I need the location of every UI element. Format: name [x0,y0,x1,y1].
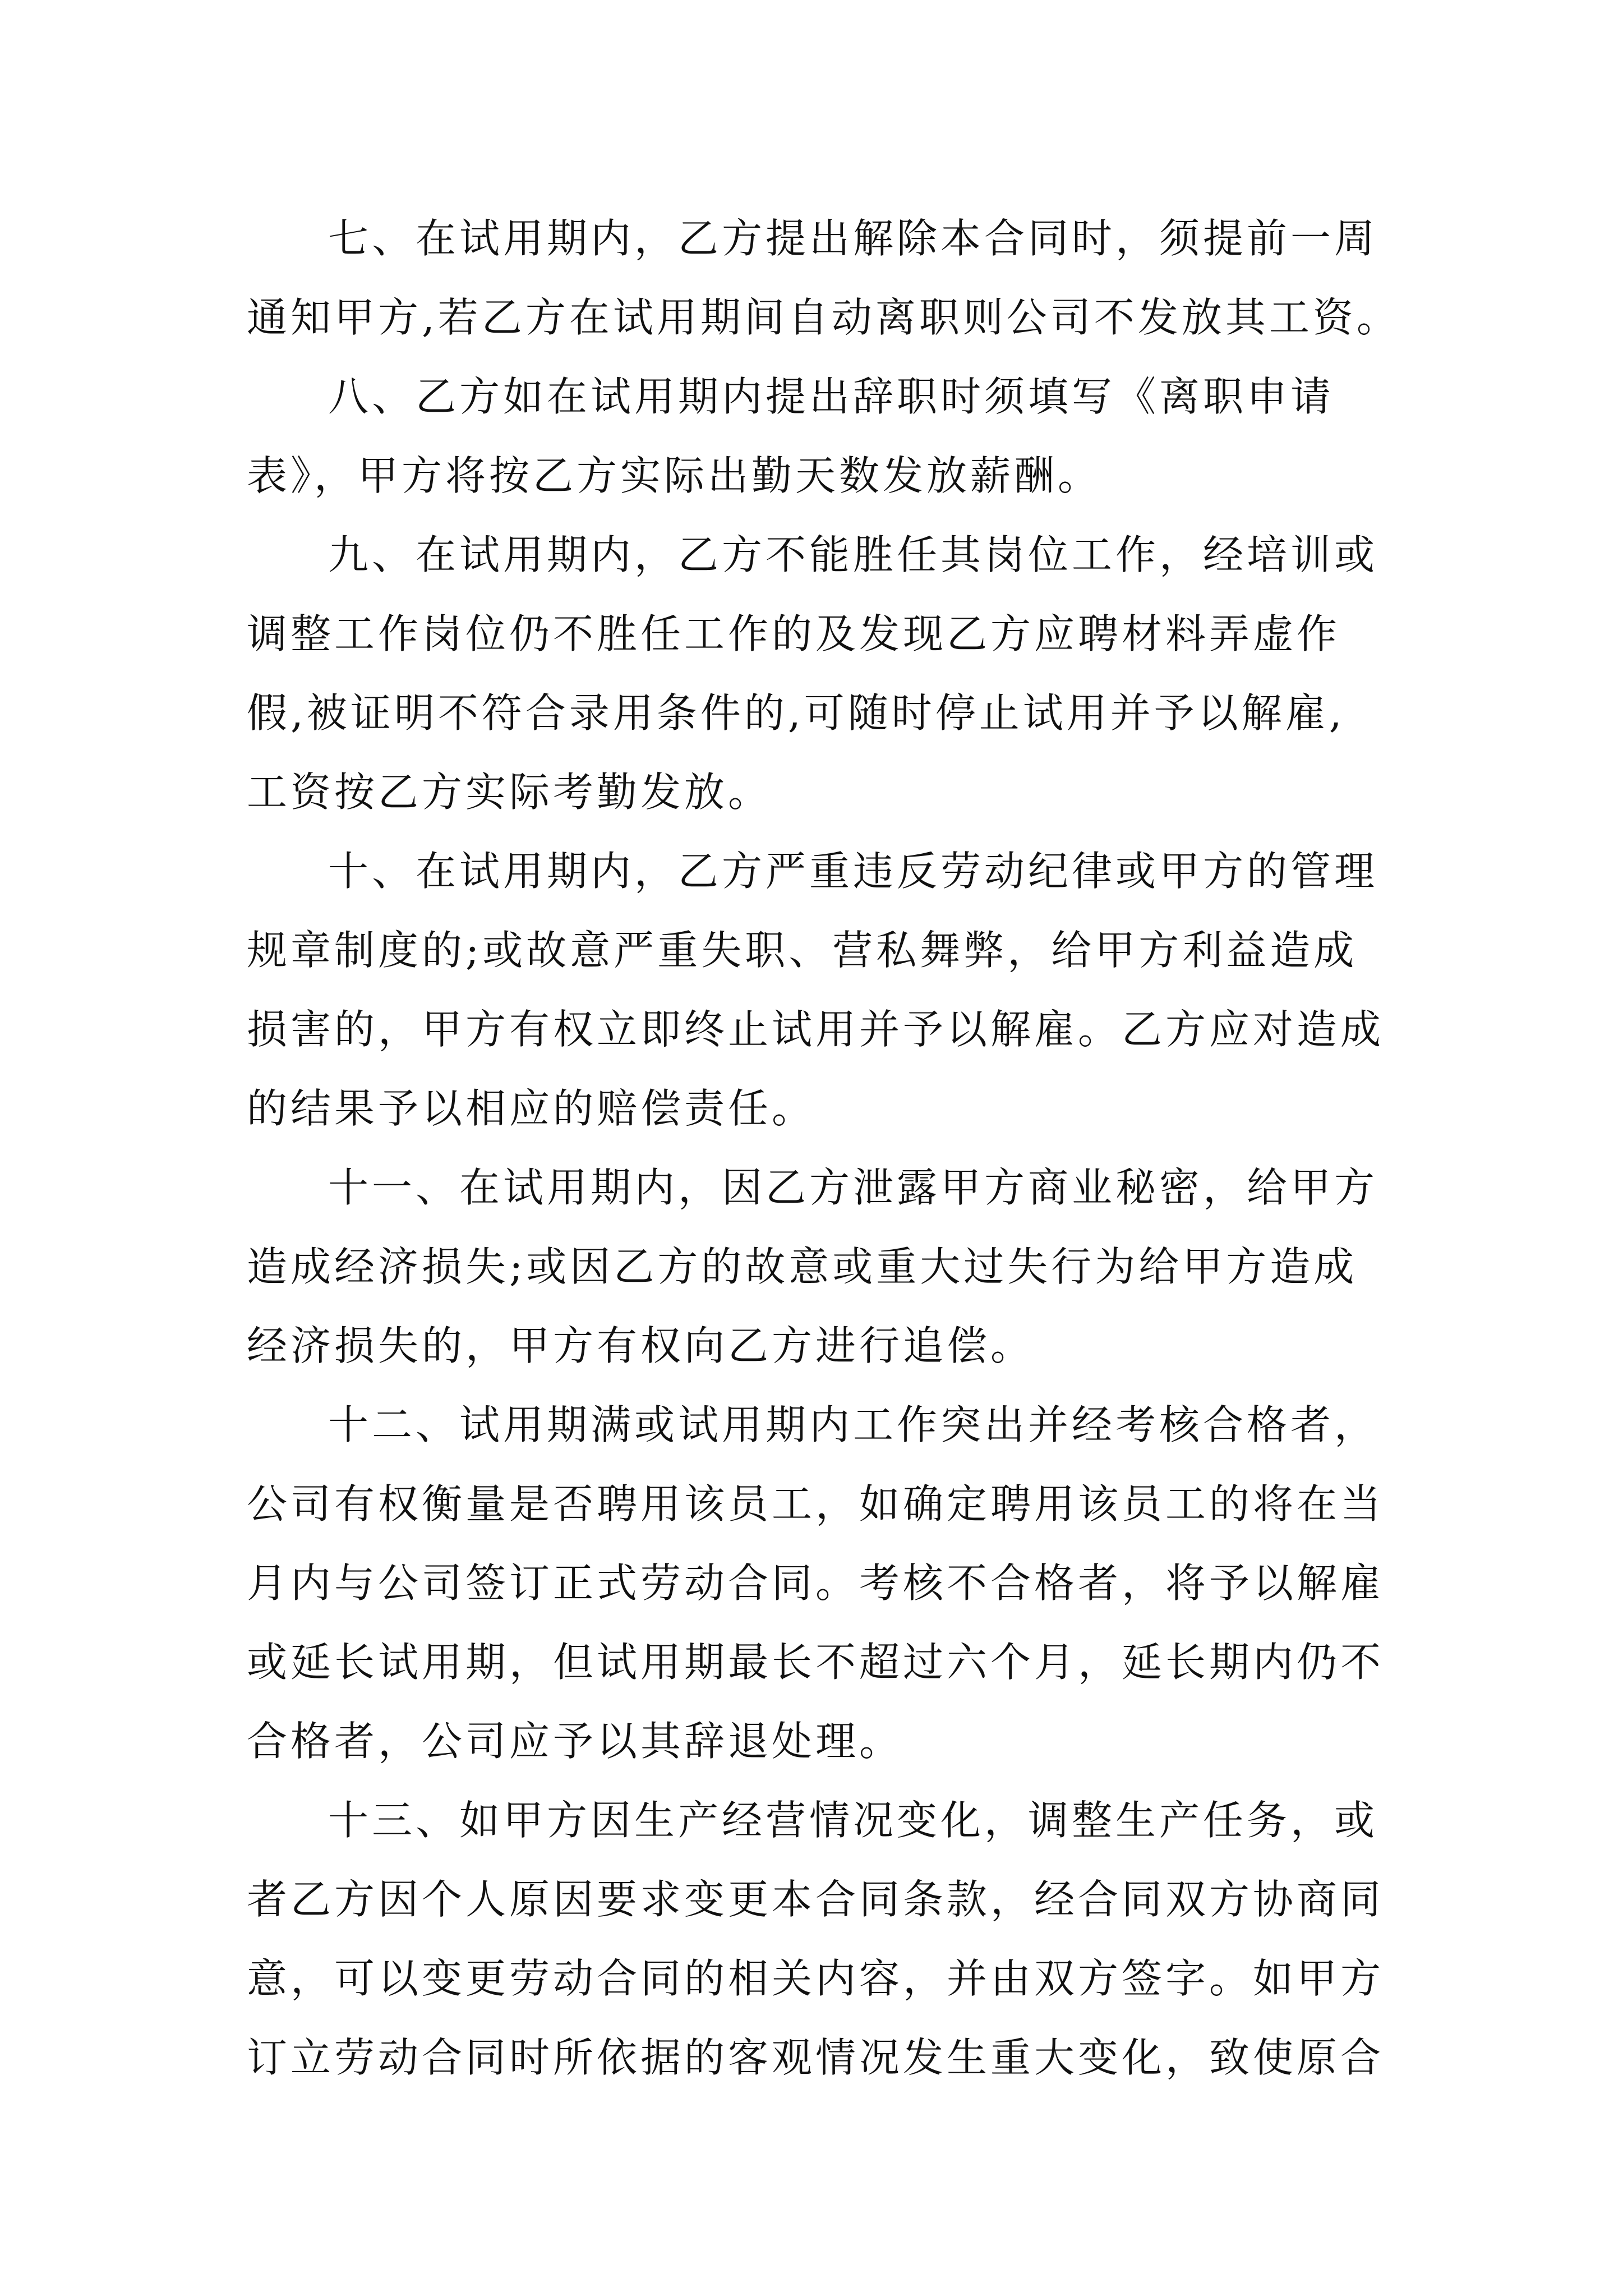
paragraph-line: 合格者，公司应予以其辞退处理。 [247,1718,903,1765]
paragraph-clause-9 [247,516,1385,832]
paragraph-line: 或延长试用期，但试用期最长不超过六个月，延长期内仍不 [247,1639,1385,1686]
paragraph-line: 意，可以变更劳动合同的相关内容，并由双方签字。如甲方 [247,1955,1385,2002]
paragraph-line: 十一、在试用期内，因乙方泄露甲方商业秘密，给甲方 [328,1164,1378,1211]
paragraph-line: 公司有权衡量是否聘用该员工，如确定聘用该员工的将在当 [247,1480,1385,1527]
paragraph-line: 表》，甲方将按乙方实际出勤天数发放薪酬。 [247,452,1102,499]
paragraph-line: 通知甲方,若乙方在试用期间自动离职则公司不发放其工资。 [247,294,1400,341]
paragraph-clause-11 [247,1148,1385,1386]
paragraph-line: 调整工作岗位仍不胜任工作的及发现乙方应聘材料弄虚作 [247,610,1341,657]
paragraph-line: 八、乙方如在试用期内提出辞职时须填写《离职申请 [328,373,1335,420]
paragraph-line: 十、在试用期内，乙方严重违反劳动纪律或甲方的管理 [328,848,1378,895]
paragraph-line: 损害的，甲方有权立即终止试用并予以解雇。乙方应对造成 [247,1006,1385,1053]
paragraph-line: 十二、试用期满或试用期内工作突出并经考核合格者， [328,1401,1378,1448]
paragraph-line: 造成经济损失;或因乙方的故意或重大过失行为给甲方造成 [247,1243,1358,1290]
paragraph-clause-13 [247,1781,1385,2097]
paragraph-clause-10 [247,832,1385,1148]
paragraph-line: 订立劳动合同时所依据的客观情况发生重大变化，致使原合 [247,2034,1385,2081]
paragraph-line: 者乙方因个人原因要求变更本合同条款，经合同双方协商同 [247,1876,1385,1923]
paragraph-line: 七、在试用期内，乙方提出解除本合同时，须提前一周 [328,215,1378,262]
paragraph-line: 的结果予以相应的赔偿责任。 [247,1085,816,1132]
paragraph-line: 假,被证明不符合录用条件的,可随时停止试用并予以解雇, [247,689,1345,737]
paragraph-line: 九、在试用期内，乙方不能胜任其岗位工作，经培训或 [328,531,1378,578]
paragraph-clause-7 [247,199,1400,357]
paragraph-line: 工资按乙方实际考勤发放。 [247,769,772,816]
paragraph-clause-8 [247,357,1385,516]
contract-body [247,199,1400,2097]
paragraph-line: 规章制度的;或故意严重失职、营私舞弊，给甲方利益造成 [247,927,1358,974]
paragraph-line: 月内与公司签订正式劳动合同。考核不合格者，将予以解雇 [247,1559,1385,1607]
paragraph-clause-12 [247,1386,1385,1781]
paragraph-line: 经济损失的，甲方有权向乙方进行追偿。 [247,1322,1035,1369]
paragraph-line: 十三、如甲方因生产经营情况变化，调整生产任务，或 [328,1797,1378,1844]
